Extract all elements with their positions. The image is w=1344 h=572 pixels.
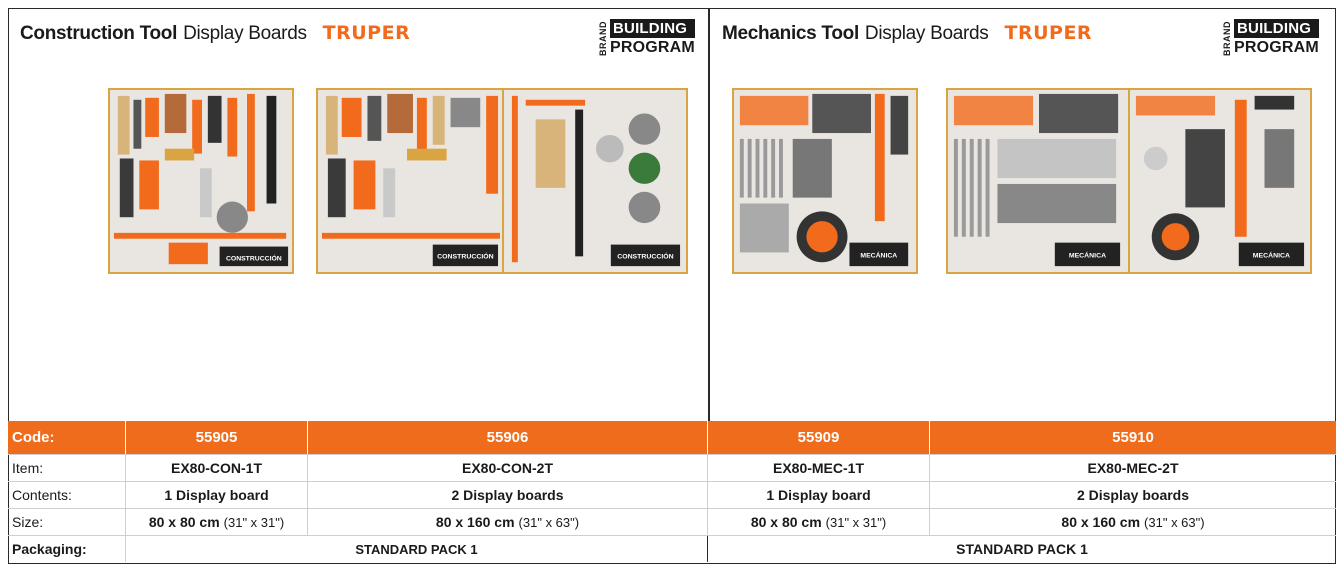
construction-board-1-image	[108, 88, 294, 274]
size-cell	[308, 509, 708, 535]
badge-top-text: BUILDING	[610, 19, 695, 38]
size-metric: 80 x 160 cm	[1061, 514, 1141, 530]
contents-cell: 2 Display boards	[1076, 487, 1190, 503]
truper-logo: TRUPER	[322, 22, 411, 44]
packaging-label: Packaging:	[8, 536, 126, 562]
truper-logo: TRUPER	[1004, 22, 1093, 44]
code-cell: 55910	[1112, 429, 1154, 446]
size-cell	[708, 509, 930, 535]
contents-row	[8, 481, 1336, 508]
item-cell: EX80-CON-2T	[308, 455, 708, 481]
contents-cell: 2 Display boards	[308, 482, 708, 508]
construction-title-rest: Display Boards	[183, 23, 307, 44]
brand-building-program-badge	[598, 19, 695, 58]
board-label: MECÁNICA	[1252, 252, 1291, 260]
spec-table	[8, 421, 1336, 562]
size-cell	[126, 509, 308, 535]
code-cell: 55906	[308, 421, 708, 454]
mechanics-title-bold: Mechanics Tool	[722, 23, 859, 44]
size-metric: 80 x 80 cm	[148, 514, 220, 530]
packaging-left-value: STANDARD PACK 1	[126, 536, 708, 562]
board-label: CONSTRUCCIÓN	[437, 253, 494, 261]
size-label: Size:	[8, 509, 126, 535]
item-cell: EX80-MEC-1T	[708, 455, 930, 481]
construction-title-bold: Construction Tool	[20, 23, 178, 44]
packaging-right-value: STANDARD PACK 1	[956, 541, 1088, 557]
mechanics-board-1-image	[732, 88, 918, 274]
board-label: MECÁNICA	[860, 252, 898, 260]
item-cell: EX80-CON-1T	[126, 455, 308, 481]
badge-bottom-text: PROGRAM	[610, 39, 695, 56]
size-imperial: (31" x 63")	[1144, 514, 1205, 530]
badge-side-text: BRAND	[598, 21, 608, 56]
board-label: MECÁNICA	[1068, 252, 1107, 260]
packaging-row	[8, 535, 1336, 562]
contents-label: Contents:	[8, 482, 126, 508]
contents-cell: 1 Display board	[708, 482, 930, 508]
brand-building-program-badge	[1222, 19, 1319, 58]
item-label: Item:	[8, 455, 126, 481]
construction-header	[20, 22, 410, 45]
mechanics-title-rest: Display Boards	[864, 23, 989, 44]
item-cell: EX80-MEC-2T	[1087, 460, 1179, 476]
contents-cell: 1 Display board	[126, 482, 308, 508]
code-label: Code:	[8, 421, 126, 454]
construction-board-2-image	[316, 88, 688, 274]
code-cell: 55909	[708, 421, 930, 454]
size-metric: 80 x 80 cm	[750, 514, 822, 530]
badge-bottom-text: PROGRAM	[1234, 39, 1319, 56]
size-imperial: (31" x 31")	[825, 514, 887, 530]
mechanics-header	[722, 22, 1092, 45]
board-label: CONSTRUCCIÓN	[225, 255, 282, 263]
size-row	[8, 508, 1336, 535]
item-row	[8, 454, 1336, 481]
badge-top-text: BUILDING	[1234, 19, 1319, 38]
mechanics-board-2-image	[946, 88, 1312, 274]
board-label: CONSTRUCCIÓN	[617, 253, 674, 261]
size-imperial: (31" x 63")	[518, 514, 580, 530]
code-cell: 55905	[126, 421, 308, 454]
panel-divider	[708, 8, 710, 422]
size-imperial: (31" x 31")	[223, 514, 285, 530]
badge-side-text: BRAND	[1222, 21, 1232, 56]
size-metric: 80 x 160 cm	[435, 514, 515, 530]
size-cell	[930, 509, 1336, 535]
code-row	[8, 421, 1336, 454]
